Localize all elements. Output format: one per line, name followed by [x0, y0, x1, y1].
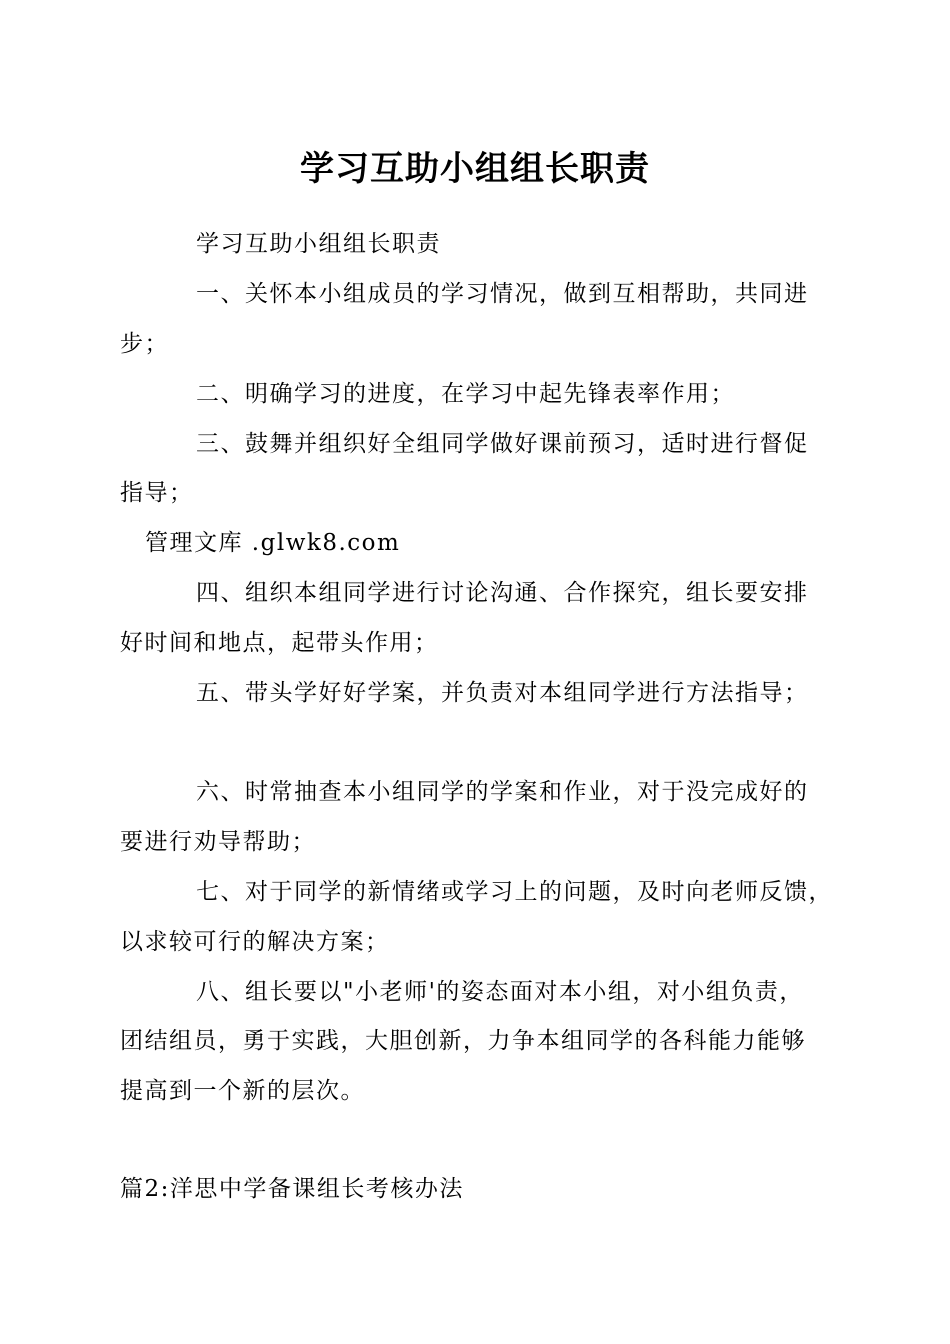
item-6-line-1: 六、时常抽查本小组同学的学案和作业，对于没完成好的	[196, 779, 809, 805]
section-heading: 篇2:洋思中学备课组长考核办法	[120, 1176, 464, 1202]
document-subtitle: 学习互助小组组长职责	[196, 231, 441, 257]
site-note: 管理文库 .glwk8.com	[145, 530, 401, 556]
item-1-line-1: 一、关怀本小组成员的学习情况，做到互相帮助，共同进	[196, 281, 809, 307]
item-4-line-1: 四、组织本组同学进行讨论沟通、合作探究，组长要安排	[196, 580, 809, 606]
item-3-line-1: 三、鼓舞并组织好全组同学做好课前预习，适时进行督促	[196, 431, 809, 457]
item-7-line-2: 以求较可行的解决方案；	[120, 929, 390, 955]
item-5-line-1: 五、带头学好好学案，并负责对本组同学进行方法指导；	[196, 680, 809, 706]
item-1-line-2: 步；	[120, 331, 169, 357]
item-8-line-2: 团结组员，勇于实践，大胆创新，力争本组同学的各科能力能够	[120, 1028, 806, 1054]
item-8-line-1: 八、组长要以"小老师'的姿态面对本小组，对小组负责，	[196, 979, 804, 1005]
document-title: 学习互助小组组长职责	[300, 149, 650, 189]
item-6-line-2: 要进行劝导帮助；	[120, 829, 316, 855]
item-4-line-2: 好时间和地点，起带头作用；	[120, 630, 439, 656]
item-7-line-1: 七、对于同学的新情绪或学习上的问题，及时向老师反馈，	[196, 879, 833, 905]
item-8-line-3: 提高到一个新的层次。	[120, 1078, 365, 1104]
item-3-line-2: 指导；	[120, 480, 194, 506]
item-2-line-1: 二、明确学习的进度，在学习中起先锋表率作用；	[196, 381, 735, 407]
